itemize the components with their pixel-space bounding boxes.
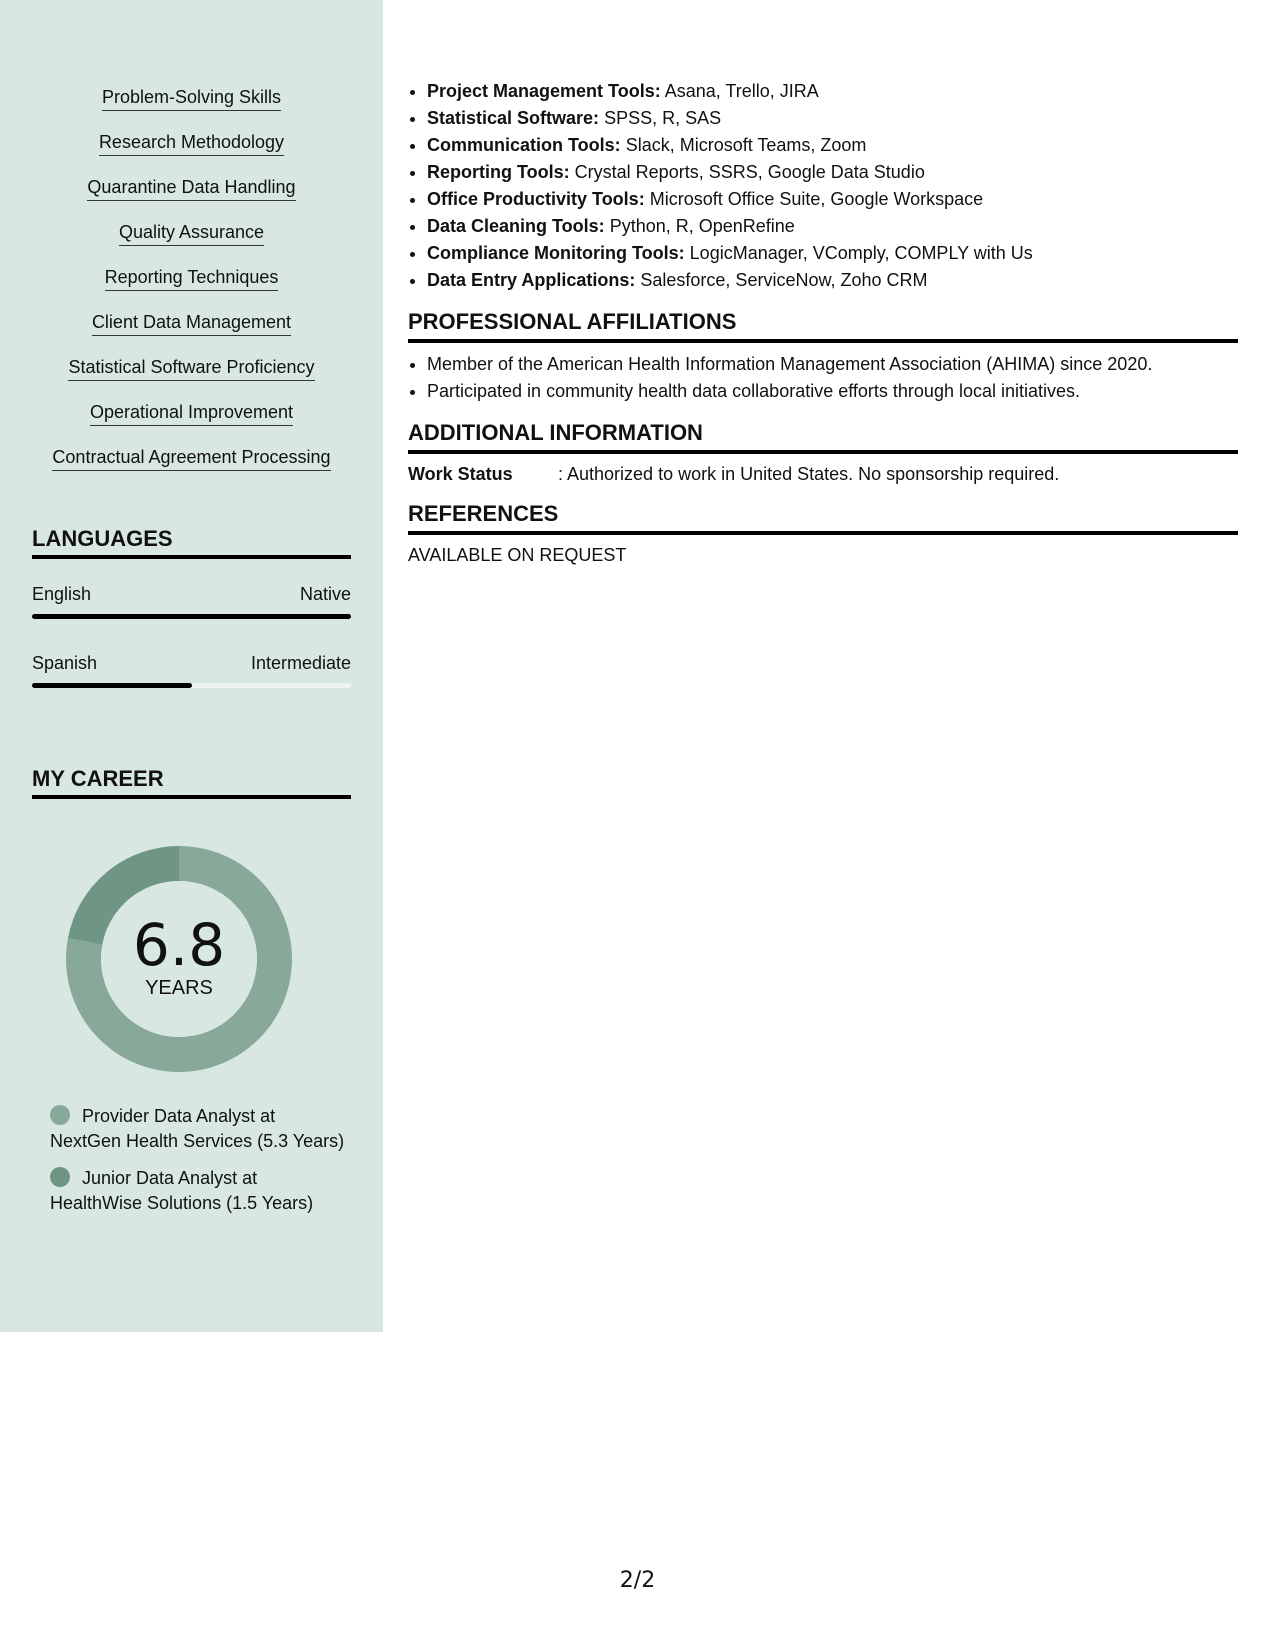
work-status-row	[408, 462, 1238, 486]
skill-item: Quarantine Data Handling	[87, 176, 295, 221]
list-item: • Communication Tools: Slack, Microsoft Teams, Zoom	[427, 132, 1238, 159]
list-item: • Member of the American Health Information Management Association (AHIMA) since 2020.	[427, 351, 1238, 378]
references-heading: REFERENCES	[408, 500, 1238, 535]
skill-item: Reporting Techniques	[105, 266, 279, 311]
career-total	[64, 911, 294, 1000]
skill-item: Problem-Solving Skills	[102, 86, 281, 131]
legend-dot-icon	[50, 1105, 70, 1125]
list-item: • Participated in community health data collaborative efforts through local initiatives.	[427, 378, 1238, 405]
career-years-number: 6.8	[132, 911, 226, 979]
list-item: • Statistical Software: SPSS, R, SAS	[427, 105, 1238, 132]
languages-heading: LANGUAGES	[32, 526, 351, 559]
career-years-unit: YEARS	[145, 977, 213, 999]
affiliations-heading: PROFESSIONAL AFFILIATIONS	[408, 308, 1238, 343]
language-name: English	[32, 584, 92, 604]
list-item: • Data Cleaning Tools: Python, R, OpenRefine	[427, 213, 1238, 240]
work-status-value: : Authorized to work in United States. No sponsorship required.	[558, 464, 1060, 484]
skill-item: Contractual Agreement Processing	[52, 446, 330, 491]
language-level: Intermediate	[250, 653, 351, 673]
skill-item: Statistical Software Proficiency	[68, 356, 314, 401]
language-bar-english	[32, 614, 351, 619]
language-bar-fill	[32, 683, 192, 688]
skill-item: Operational Improvement	[90, 401, 293, 446]
career-legend	[50, 1104, 350, 1228]
language-bar-spanish	[32, 683, 351, 688]
legend-dot-icon	[50, 1167, 70, 1187]
affiliations-list	[408, 351, 1238, 405]
list-item: • Data Entry Applications: Salesforce, ServiceNow, Zoho CRM	[427, 267, 1238, 294]
list-item: • Project Management Tools: Asana, Trello, JIRA	[427, 78, 1238, 105]
page-number: 2/2	[619, 1568, 656, 1593]
language-level: Native	[299, 584, 351, 604]
language-bar-fill	[32, 614, 351, 619]
list-item: • Office Productivity Tools: Microsoft Office Suite, Google Workspace	[427, 186, 1238, 213]
language-row-english	[32, 583, 351, 605]
list-item: • Reporting Tools: Crystal Reports, SSRS, Google Data Studio	[427, 159, 1238, 186]
references-text: AVAILABLE ON REQUEST	[408, 545, 627, 565]
legend-item: Provider Data Analyst at NextGen Health Services (5.3 Years)	[50, 1106, 345, 1151]
language-row-spanish	[32, 652, 351, 674]
additional-info-heading: ADDITIONAL INFORMATION	[408, 419, 1238, 454]
sidebar	[0, 0, 383, 1332]
work-status-label: Work Status	[408, 464, 513, 484]
language-name: Spanish	[32, 653, 98, 673]
skill-item: Quality Assurance	[119, 221, 264, 266]
tools-list	[408, 78, 1238, 294]
list-item: • Compliance Monitoring Tools: LogicManager, VComply, COMPLY with Us	[427, 240, 1238, 267]
legend-item: Junior Data Analyst at HealthWise Solutions (1.5 Years)	[50, 1168, 314, 1213]
skill-item: Client Data Management	[92, 311, 291, 356]
main-content	[408, 78, 1238, 567]
skills-list	[0, 86, 383, 491]
career-heading: MY CAREER	[32, 766, 351, 799]
skill-item: Research Methodology	[99, 131, 284, 176]
